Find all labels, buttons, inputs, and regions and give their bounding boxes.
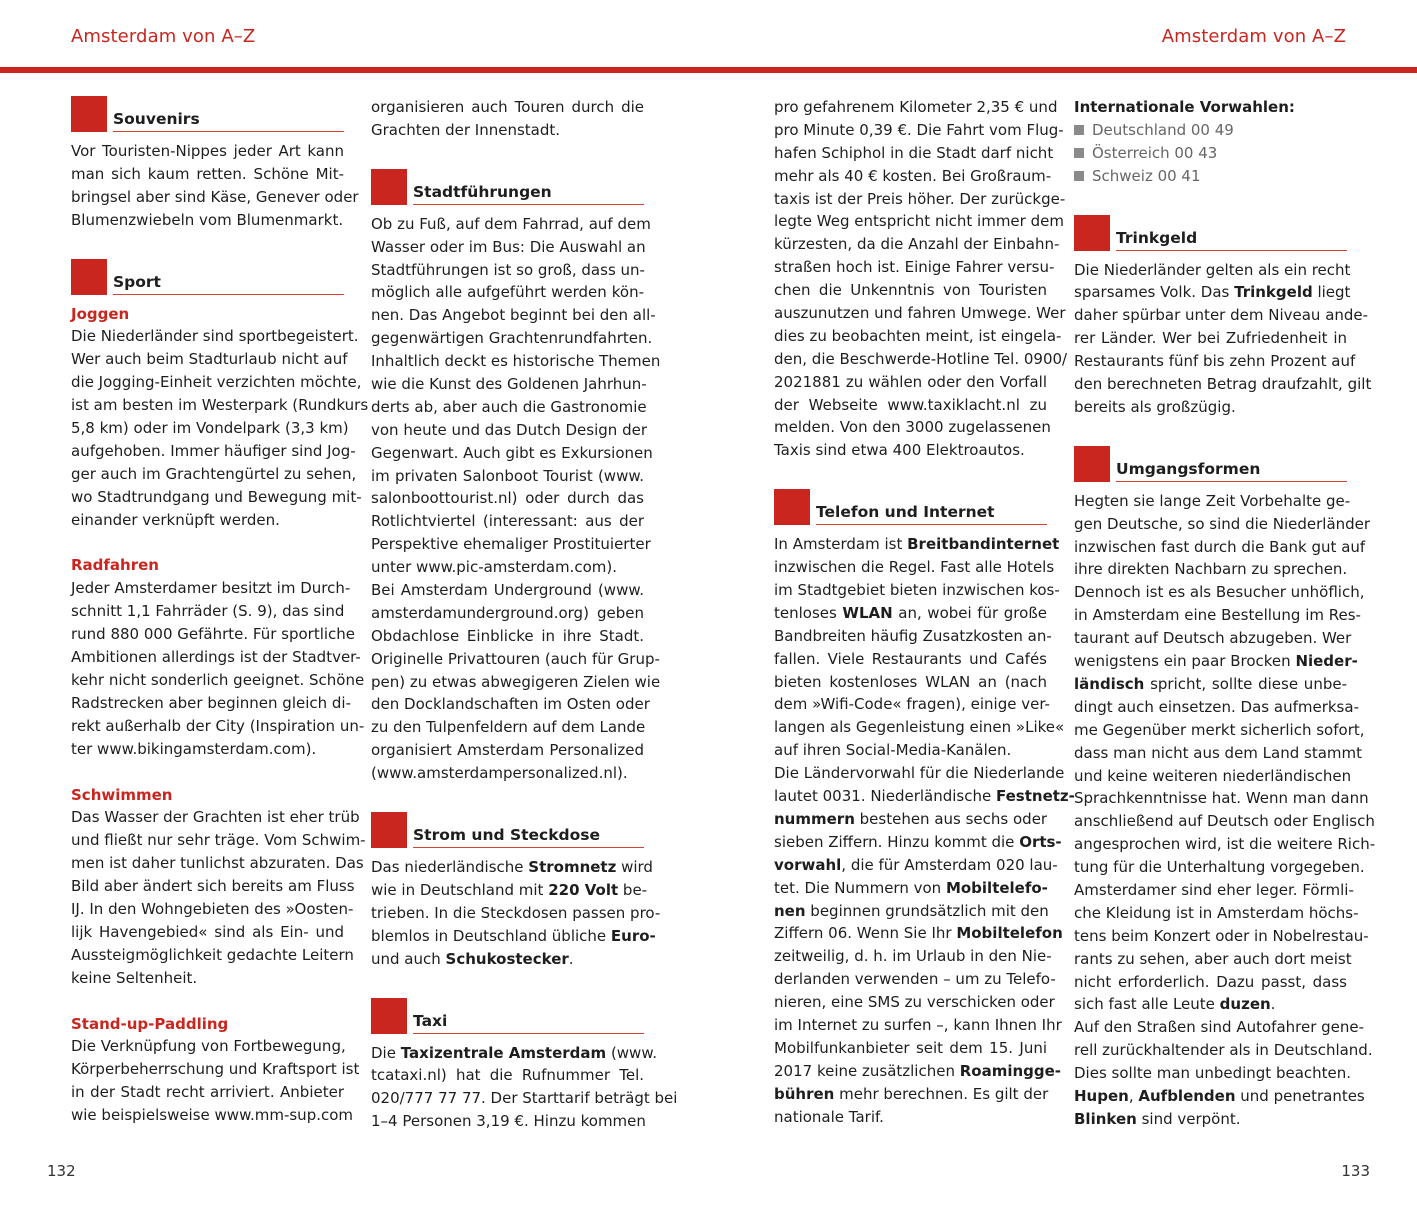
- section-heading-umgangsformen: Umgangsformen: [1074, 446, 1347, 482]
- section-marker-icon: [371, 169, 407, 205]
- vorwahlen-heading: Internationale Vorwahlen:: [1074, 98, 1295, 116]
- joggen-text: Die Niederländer sind sportbegeistert. Wer auch beim Stadturlaub nicht auf die Jogging-Einheit verzichten möchte, ist am besten im Westerpark (Rundkurs 5,8 km) oder im Vondelpark (3,3 km) aufgehoben. Immer häufiger sind Jog- ger auch im Grachtengürtel zu sehen, wo Stadtrundgang und Bewegung mit- einander verknüpft werden.: [71, 327, 369, 529]
- radfahren-text: Jeder Amsterdamer besitzt im Durch- schnitt 1,1 Fahrräder (S. 9), das sind rund 880 000 Gefährte. Für sportliche Ambitionen allerdings ist der Stadtver- kehr nicht sonderlich geeignet. Schöne Radstrecken aber beginnen gleich di- rekt außerhalb der City (Inspiration un- ter www.bikingamsterdam.com).: [71, 579, 365, 758]
- section-marker-icon: [71, 96, 107, 132]
- section-marker-icon: [371, 998, 407, 1034]
- list-item: Deutschland 00 49: [1074, 119, 1347, 142]
- sup-text: Die Verknüpfung von Fortbewegung, Körperbeherrschung und Kraftsport ist in der Stadt recht arriviert. Anbieter wie beispielsweise www.mm-sup.com: [71, 1037, 360, 1125]
- stadtfuehrungen-text: Ob zu Fuß, auf dem Fahrrad, auf dem Wasser oder im Bus: Die Auswahl an Stadtführungen ist so groß, dass un- möglich alle aufgeführt werden kön- nen. Das Angebot beginnt bei den all- gegenwärtigen Grachtenrundfahrten. Inhaltlich deckt es historische Themen wie die Kunst des Goldenen Jahrhun- derts ab, aber auch die Gastronomie von heute und das Dutch Design der Gegenwart. Auch gibt es Exkursionen im privaten Salonboot Tourist (www. salonboottourist.nl) oder durch das Rotlichtviertel (interessant: aus der Perspektive ehemaliger Prostituierter unter www.pic-amsterdam.com). Bei Amsterdam Underground (www. amsterdamunderground.org) geben Obdachlose Einblicke in ihre Stadt. Originelle Privattouren (auch für Grup- pen) zu etwas abwegigeren Zielen wie den Docklandschaften im Osten oder zu den Tulpenfeldern auf dem Lande organisiert Amsterdam Personalized (www.amsterdampersonalized.nl).: [371, 214, 661, 783]
- trinkgeld-text: Die Niederländer gelten als ein recht sparsames Volk. Das Trinkgeld liegt daher spürbar unter dem Niveau ande- rer Länder. Wer bei Zufriedenheit in Restaurants fünf bis zehn Prozent auf den berechneten Betrag draufzahlt, gilt bereits als großzügig.: [1074, 260, 1372, 416]
- subheading-joggen: Joggen: [71, 304, 130, 323]
- taxi-text: Die Taxizentrale Amsterdam (www. tcataxi.nl) hat die Rufnummer Tel. 020/777 77 77. Der Starttarif beträgt bei 1–4 Personen 3,19 €. Hinzu kommen: [371, 1043, 678, 1131]
- section-heading-taxi: Taxi: [371, 998, 644, 1034]
- section-heading-telefon: Telefon und Internet: [774, 489, 1047, 525]
- section-heading-sport: Sport: [71, 259, 344, 295]
- list-item: Schweiz 00 41: [1074, 165, 1347, 188]
- subheading-radfahren: Radfahren: [71, 556, 159, 575]
- column-2: [371, 96, 678, 1133]
- section-heading-stadtfuehrungen: Stadtführungen: [371, 169, 644, 205]
- header-rule: [0, 67, 1417, 73]
- square-bullet-icon: [1074, 171, 1084, 181]
- column-4: [1074, 96, 1376, 1131]
- taxi-continued-text: pro gefahrenem Kilometer 2,35 € und pro Minute 0,39 €. Die Fahrt vom Flug- hafen Schiphol in die Stadt darf nicht mehr als 40 € kosten. Bei Großraum- taxis ist der Preis höher. Der zurückge- legte Weg entspricht nicht immer dem kürzesten, da die Anzahl der Einbahn- straßen hoch ist. Einige Fahrer versu- chen die Unkenntnis von Touristen auszunutzen und fahren Umwege. Wer dies zu beobachten meint, ist eingela- den, die Beschwerde-Hotline Tel. 0900/ 2021881 zu wählen oder den Vorfall der Webseite www.taxiklacht.nl zu melden. Von den 3000 zugelassenen Taxis sind etwa 400 Elektroautos.: [774, 98, 1068, 460]
- section-marker-icon: [774, 489, 810, 525]
- schwimmen-text: Das Wasser der Grachten ist eher trüb und fließt nur sehr träge. Vom Schwim- men ist daher tunlichst abzuraten. Das Bild aber ändert sich bereits am Fluss IJ. In den Wohngebieten des »Oosten- lijk Havengebied« sind als Ein- und Aussteigmöglichkeit gedachte Leitern keine Seltenheit.: [71, 808, 366, 987]
- section-heading-strom: Strom und Steckdose: [371, 812, 644, 848]
- square-bullet-icon: [1074, 148, 1084, 158]
- column-1: [71, 96, 369, 1127]
- souvenirs-text: Vor Touristen-Nippes jeder Art kann man sich kaum retten. Schöne Mit- bringsel aber sind Käse, Genever oder Blumenzwiebeln vom Blumenmarkt.: [71, 142, 359, 229]
- section-marker-icon: [1074, 446, 1110, 482]
- list-item: Österreich 00 43: [1074, 142, 1347, 165]
- column-3: [774, 96, 1075, 1128]
- section-heading-souvenirs: Souvenirs: [71, 96, 344, 132]
- running-title-left: Amsterdam von A–Z: [71, 26, 256, 47]
- section-heading-trinkgeld: Trinkgeld: [1074, 215, 1347, 251]
- strom-text: Das niederländische Stromnetz wird wie in Deutschland mit 220 Volt be- trieben. In die Steckdosen passen pro- blemlos in Deutschland übliche Euro- und auch Schukostecker.: [371, 858, 661, 968]
- page-number-right: 133: [1341, 1162, 1370, 1180]
- section-marker-icon: [1074, 215, 1110, 251]
- subheading-schwimmen: Schwimmen: [71, 785, 173, 804]
- section-marker-icon: [71, 259, 107, 295]
- square-bullet-icon: [1074, 125, 1084, 135]
- page-number-left: 132: [47, 1162, 76, 1180]
- umgangsformen-text: Hegten sie lange Zeit Vorbehalte ge- gen Deutsche, so sind die Niederländer inzwischen fast durch die Bank gut auf ihre direkten Nachbarn zu sprechen. Dennoch ist es als Besucher unhöflich, in Amsterdam eine Bestellung im Res- taurant auf Deutsch abzugeben. Wer wenigstens ein paar Brocken Nieder- ländisch spricht, sollte diese unbe- dingt auch einsetzen. Das aufmerksa- me Gegenüber merkt sicherlich sofort, dass man nicht aus dem Land stammt und keine weiteren niederländischen Sprachkenntnisse hat. Wenn man dann anschließend auf Deutsch oder Englisch angesprochen wird, ist die weitere Rich- tung für die Unterhaltung vorgegeben. Amsterdamer sind eher leger. Förmli- che Kleidung ist in Amsterdam höchs- tens beim Konzert oder in Nobelrestau- rants zu sehen, aber auch dort meist nicht erforderlich. Dazu passt, dass sich fast alle Leute duzen. Auf den Straßen sind Autofahrer gene- rell zurückhaltender als in Deutschland. Dies sollte man unbedingt beachten. Hupen, Aufblenden und penetrantes Blinken sind verpönt.: [1074, 491, 1376, 1128]
- section-marker-icon: [371, 812, 407, 848]
- subheading-stand-up-paddling: Stand-up-Paddling: [71, 1014, 229, 1033]
- continued-text: organisieren auch Touren durch die Grachten der Innenstadt.: [371, 98, 644, 139]
- telefon-text: In Amsterdam ist Breitbandinternet inzwischen die Regel. Fast alle Hotels im Stadtgebiet bieten inzwischen kos- tenloses WLAN an, wobei für große Bandbreiten häufig Zusatzkosten an- fallen. Viele Restaurants und Cafés bieten kostenloses WLAN an (nach dem »Wifi-Code« fragen), einige ver- langen als Gegenleistung einen »Like« auf ihren Social-Media-Kanälen. Die Ländervorwahl für die Niederlande lautet 0031. Niederländische Festnetz- nummern bestehen aus sechs oder sieben Ziffern. Hinzu kommt die Orts- vorwahl, die für Amsterdam 020 lau- tet. Die Nummern von Mobiltelefo- nen beginnen grundsätzlich mit den Ziffern 06. Wenn Sie Ihr Mobiltelefon zeitweilig, d. h. im Urlaub in den Nie- derlanden verwenden – um zu Telefo- nieren, eine SMS zu verschicken oder im Internet zu surfen –, kann Ihnen Ihr Mobilfunkanbieter seit dem 15. Juni 2017 keine zusätzlichen Roamingge- bühren mehr berechnen. Es gilt der nationale Tarif.: [774, 535, 1075, 1126]
- running-title-right: Amsterdam von A–Z: [1161, 26, 1346, 47]
